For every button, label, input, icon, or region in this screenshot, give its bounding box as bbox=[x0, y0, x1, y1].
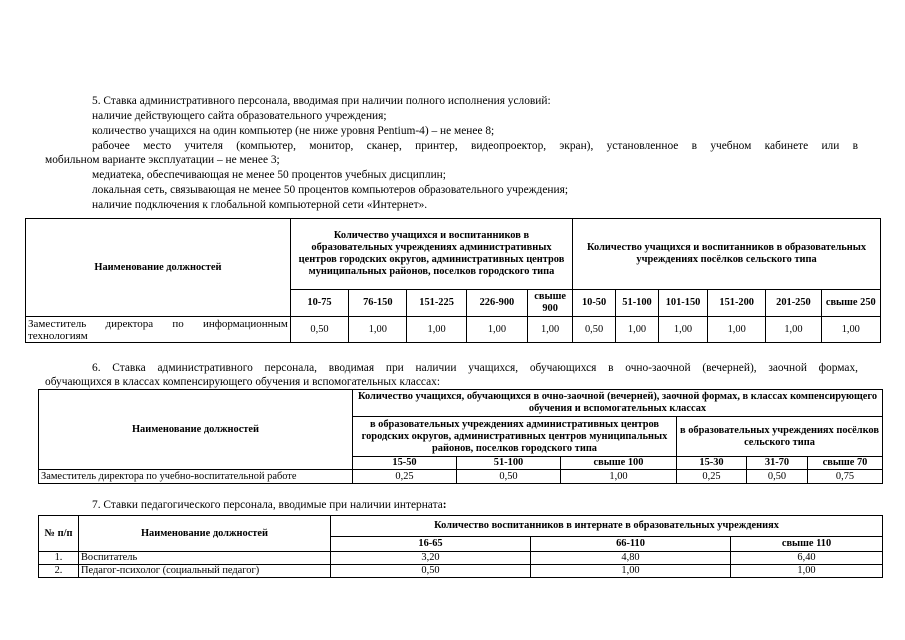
table-admin-evening bbox=[38, 389, 883, 484]
header-group: Количество воспитанников в интернате в образовательных учреждениях bbox=[331, 516, 883, 537]
cell-value: 0,50 bbox=[457, 470, 561, 484]
table-admin-it bbox=[25, 218, 881, 343]
header-group-urban: Количество учащихся и воспитанников в образовательных учреждениях административных центров городских округов, административных центров муниципальных районов, поселков городского типа bbox=[290, 219, 572, 290]
cell-position: Педагог-психолог (социальный педагог) bbox=[79, 565, 331, 578]
header-range: свыше 250 bbox=[821, 290, 880, 317]
cell-value: 1,00 bbox=[708, 317, 766, 343]
cell-position: Заместитель директора по информационным технологиям bbox=[26, 317, 291, 343]
cell-value: 0,25 bbox=[677, 470, 747, 484]
header-range: свыше 100 bbox=[561, 457, 677, 470]
section5-condition: количество учащихся на один компьютер (не ниже уровня Pentium-4) – не менее 8; bbox=[92, 125, 495, 137]
cell-position: Заместитель директора по учебно-воспитательной работе bbox=[39, 470, 353, 484]
header-range: 10-50 bbox=[573, 290, 616, 317]
cell-value: 1,00 bbox=[616, 317, 659, 343]
header-range: 201-250 bbox=[766, 290, 821, 317]
cell-value: 1,00 bbox=[466, 317, 527, 343]
cell-value: 0,25 bbox=[353, 470, 457, 484]
section7-lead bbox=[92, 498, 447, 513]
header-group-rural: в образовательных учреждениях посёлков сельского типа bbox=[677, 417, 883, 457]
header-range: 31-70 bbox=[747, 457, 808, 470]
header-range: 15-30 bbox=[677, 457, 747, 470]
section5-condition: рабочее место учителя (компьютер, монитор, сканер, принтер, видеопроектор, экран), установленное в учебном кабинете или в bbox=[92, 140, 858, 152]
cell-value: 0,75 bbox=[808, 470, 883, 484]
cell-value: 3,20 bbox=[331, 552, 531, 565]
header-position: Наименование должностей bbox=[79, 516, 331, 552]
header-range: 66-110 bbox=[531, 537, 731, 552]
cell-value: 1,00 bbox=[561, 470, 677, 484]
cell-value: 1,00 bbox=[407, 317, 466, 343]
cell-value: 1,00 bbox=[766, 317, 821, 343]
section7-lead-text: 7. Ставки педагогического персонала, вводимые при наличии интерната bbox=[92, 499, 443, 511]
section7-lead-colon: : bbox=[442, 499, 447, 511]
cell-value: 0,50 bbox=[290, 317, 348, 343]
cell-num: 1. bbox=[39, 552, 79, 565]
section6-line2: обучающихся в классах компенсирующего обучения и вспомогательных классах: bbox=[45, 376, 440, 388]
cell-position: Воспитатель bbox=[79, 552, 331, 565]
header-range: свыше 900 bbox=[528, 290, 573, 317]
header-group-all: Количество учащихся, обучающихся в очно-заочной (вечерней), заочной формах, в классах компенсирующего обучения и вспомогательных классах bbox=[353, 390, 883, 417]
header-range: 15-50 bbox=[353, 457, 457, 470]
header-range: 51-100 bbox=[616, 290, 659, 317]
header-range: 76-150 bbox=[349, 290, 407, 317]
table-row bbox=[39, 470, 883, 484]
header-range: 151-200 bbox=[708, 290, 766, 317]
cell-value: 0,50 bbox=[331, 565, 531, 578]
section5-condition: мобильном варианте эксплуатации – не менее 3; bbox=[45, 154, 280, 166]
header-range: 101-150 bbox=[658, 290, 707, 317]
cell-value: 6,40 bbox=[731, 552, 883, 565]
header-range: 226-900 bbox=[466, 290, 527, 317]
header-range: 51-100 bbox=[457, 457, 561, 470]
table-boarding bbox=[38, 515, 883, 578]
table-row bbox=[39, 565, 883, 578]
cell-value: 0,50 bbox=[573, 317, 616, 343]
section5-condition: локальная сеть, связывающая не менее 50 процентов компьютеров образовательного учреждения; bbox=[92, 184, 568, 196]
header-position: Наименование должностей bbox=[39, 390, 353, 470]
cell-value: 0,50 bbox=[747, 470, 808, 484]
section5-condition: медиатека, обеспечивающая не менее 50 процентов учебных дисциплин; bbox=[92, 169, 446, 181]
header-num: № п/п bbox=[39, 516, 79, 552]
cell-value: 1,00 bbox=[531, 565, 731, 578]
header-group-rural: Количество учащихся и воспитанников в образовательных учреждениях посёлков сельского типа bbox=[573, 219, 881, 290]
section5-condition: наличие подключения к глобальной компьютерной сети «Интернет». bbox=[92, 199, 428, 211]
cell-value: 1,00 bbox=[821, 317, 880, 343]
section5-lead: 5. Ставка административного персонала, вводимая при наличии полного исполнения условий: bbox=[92, 95, 551, 107]
section5-condition: наличие действующего сайта образовательного учреждения; bbox=[92, 110, 387, 122]
table-row bbox=[39, 552, 883, 565]
cell-value: 1,00 bbox=[528, 317, 573, 343]
header-group-urban: в образовательных учреждениях административных центров городских округов, административных центров муниципальных районов, поселков городского типа bbox=[353, 417, 677, 457]
header-range: 10-75 bbox=[290, 290, 348, 317]
header-range: свыше 110 bbox=[731, 537, 883, 552]
cell-value: 4,80 bbox=[531, 552, 731, 565]
section6-line1: 6. Ставка административного персонала, вводимая при наличии учащихся, обучающихся в очно-заочной (вечерней), заочной формах, bbox=[92, 362, 858, 374]
table-row bbox=[26, 317, 881, 343]
cell-num: 2. bbox=[39, 565, 79, 578]
cell-value: 1,00 bbox=[349, 317, 407, 343]
header-range: свыше 70 bbox=[808, 457, 883, 470]
header-range: 16-65 bbox=[331, 537, 531, 552]
header-range: 151-225 bbox=[407, 290, 466, 317]
header-position: Наименование должностей bbox=[26, 219, 291, 317]
cell-value: 1,00 bbox=[658, 317, 707, 343]
cell-value: 1,00 bbox=[731, 565, 883, 578]
